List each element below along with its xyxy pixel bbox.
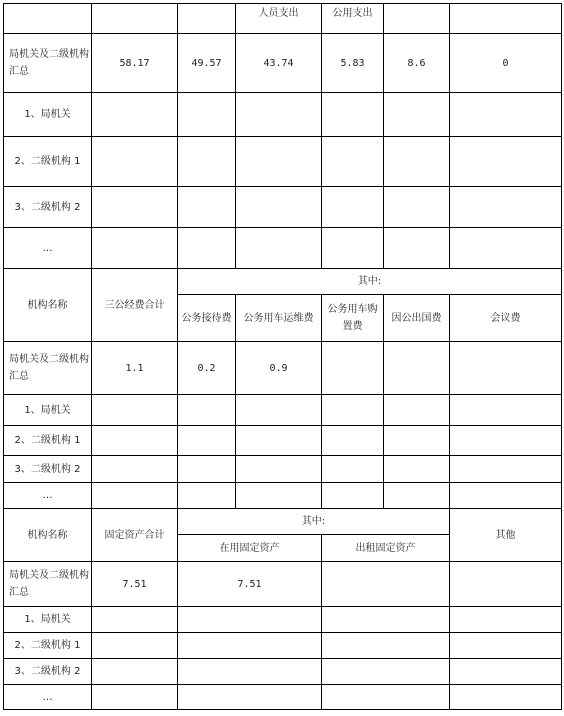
header-overseas-travel: 因公出国费 bbox=[384, 295, 450, 342]
value-cell bbox=[322, 483, 384, 509]
value-cell: 7.51 bbox=[92, 562, 178, 607]
value-cell: 43.74 bbox=[236, 34, 322, 93]
header-among: 其中: bbox=[178, 509, 450, 535]
value-cell bbox=[450, 137, 562, 187]
value-cell bbox=[236, 395, 322, 426]
value-cell bbox=[178, 633, 322, 659]
value-cell: 0.2 bbox=[178, 342, 236, 395]
org-name-cell: 3、二级机构 2 bbox=[4, 187, 92, 228]
table-row bbox=[4, 228, 562, 269]
org-name-cell: 1、局机关 bbox=[4, 395, 92, 426]
value-cell bbox=[178, 93, 236, 137]
value-cell bbox=[450, 483, 562, 509]
value-cell bbox=[384, 483, 450, 509]
org-name-cell: 3、二级机构 2 bbox=[4, 659, 92, 685]
header-cell bbox=[92, 4, 178, 34]
value-cell bbox=[236, 456, 322, 483]
table-row bbox=[4, 34, 562, 93]
value-cell bbox=[178, 426, 236, 456]
value-cell bbox=[384, 342, 450, 395]
org-name-cell: … bbox=[4, 228, 92, 269]
value-cell bbox=[322, 426, 384, 456]
org-name-cell: … bbox=[4, 483, 92, 509]
value-cell: 49.57 bbox=[178, 34, 236, 93]
value-cell bbox=[178, 187, 236, 228]
value-cell bbox=[384, 187, 450, 228]
value-cell bbox=[322, 137, 384, 187]
value-cell bbox=[450, 607, 562, 633]
table-header-row bbox=[4, 4, 562, 34]
value-cell bbox=[322, 633, 450, 659]
value-cell bbox=[384, 137, 450, 187]
value-cell bbox=[92, 426, 178, 456]
value-cell bbox=[92, 633, 178, 659]
value-cell bbox=[236, 93, 322, 137]
value-cell bbox=[178, 137, 236, 187]
three-public-expenses-table bbox=[3, 268, 562, 509]
value-cell bbox=[236, 483, 322, 509]
org-name-cell: 2、二级机构 1 bbox=[4, 426, 92, 456]
value-cell bbox=[450, 93, 562, 137]
table-row bbox=[4, 607, 562, 633]
value-cell: 0.9 bbox=[236, 342, 322, 395]
header-other: 其他 bbox=[450, 509, 562, 562]
org-name-cell: 2、二级机构 1 bbox=[4, 633, 92, 659]
value-cell bbox=[322, 607, 450, 633]
value-cell bbox=[450, 633, 562, 659]
table-row bbox=[4, 483, 562, 509]
value-cell bbox=[322, 93, 384, 137]
value-cell bbox=[178, 456, 236, 483]
org-name-cell: 1、局机关 bbox=[4, 93, 92, 137]
value-cell bbox=[450, 342, 562, 395]
value-cell bbox=[450, 228, 562, 269]
value-cell bbox=[322, 342, 384, 395]
value-cell bbox=[92, 607, 178, 633]
value-cell bbox=[178, 483, 236, 509]
header-cell bbox=[384, 4, 450, 34]
table-row bbox=[4, 685, 562, 710]
value-cell bbox=[322, 456, 384, 483]
table-row bbox=[4, 342, 562, 395]
value-cell bbox=[178, 607, 322, 633]
org-name-cell: 1、局机关 bbox=[4, 607, 92, 633]
value-cell bbox=[92, 456, 178, 483]
value-cell: 0 bbox=[450, 34, 562, 93]
table-row bbox=[4, 395, 562, 426]
table-row bbox=[4, 456, 562, 483]
value-cell bbox=[450, 659, 562, 685]
header-cell bbox=[178, 4, 236, 34]
value-cell: 1.1 bbox=[92, 342, 178, 395]
value-cell bbox=[384, 93, 450, 137]
header-public-expenditure: 公用支出 bbox=[322, 4, 384, 34]
header-personnel-expenditure: 人员支出 bbox=[236, 4, 322, 34]
header-vehicle-maintenance: 公务用车运维费 bbox=[236, 295, 322, 342]
header-cell bbox=[450, 4, 562, 34]
value-cell bbox=[384, 228, 450, 269]
value-cell bbox=[322, 395, 384, 426]
header-cell bbox=[4, 4, 92, 34]
table-row bbox=[4, 137, 562, 187]
table-row bbox=[4, 659, 562, 685]
header-total: 三公经费合计 bbox=[92, 269, 178, 342]
value-cell bbox=[92, 228, 178, 269]
value-cell bbox=[92, 187, 178, 228]
value-cell bbox=[450, 187, 562, 228]
header-total: 固定资产合计 bbox=[92, 509, 178, 562]
table-row bbox=[4, 93, 562, 137]
table-row bbox=[4, 633, 562, 659]
value-cell: 5.83 bbox=[322, 34, 384, 93]
value-cell bbox=[322, 659, 450, 685]
header-org-name: 机构名称 bbox=[4, 269, 92, 342]
value-cell bbox=[450, 426, 562, 456]
value-cell bbox=[92, 395, 178, 426]
value-cell bbox=[236, 228, 322, 269]
fixed-assets-table bbox=[3, 508, 562, 710]
org-name-cell: 局机关及二级机构汇总 bbox=[4, 34, 92, 93]
header-leased-assets: 出租固定资产 bbox=[322, 535, 450, 562]
table-row bbox=[4, 187, 562, 228]
org-name-cell: … bbox=[4, 685, 92, 710]
value-cell bbox=[322, 187, 384, 228]
header-org-name: 机构名称 bbox=[4, 509, 92, 562]
value-cell bbox=[92, 483, 178, 509]
value-cell bbox=[322, 562, 450, 607]
value-cell bbox=[92, 659, 178, 685]
value-cell bbox=[178, 685, 322, 710]
value-cell bbox=[322, 228, 384, 269]
value-cell bbox=[450, 562, 562, 607]
org-name-cell: 局机关及二级机构汇总 bbox=[4, 342, 92, 395]
value-cell bbox=[236, 187, 322, 228]
value-cell bbox=[450, 685, 562, 710]
value-cell bbox=[236, 426, 322, 456]
org-name-cell: 3、二级机构 2 bbox=[4, 456, 92, 483]
org-name-cell: 2、二级机构 1 bbox=[4, 137, 92, 187]
value-cell bbox=[384, 426, 450, 456]
value-cell bbox=[236, 137, 322, 187]
value-cell bbox=[450, 395, 562, 426]
value-cell bbox=[178, 659, 322, 685]
expenditure-table bbox=[3, 3, 562, 269]
table-row bbox=[4, 426, 562, 456]
header-in-use-assets: 在用固定资产 bbox=[178, 535, 322, 562]
value-cell bbox=[322, 685, 450, 710]
value-cell bbox=[92, 137, 178, 187]
value-cell bbox=[384, 456, 450, 483]
value-cell bbox=[450, 456, 562, 483]
value-cell bbox=[178, 395, 236, 426]
value-cell bbox=[92, 685, 178, 710]
header-reception: 公务接待费 bbox=[178, 295, 236, 342]
table-header-row bbox=[4, 509, 562, 535]
value-cell: 58.17 bbox=[92, 34, 178, 93]
value-cell: 8.6 bbox=[384, 34, 450, 93]
header-among: 其中: bbox=[178, 269, 562, 295]
org-name-cell: 局机关及二级机构汇总 bbox=[4, 562, 92, 607]
table-header-row bbox=[4, 269, 562, 295]
header-vehicle-purchase: 公务用车购置费 bbox=[322, 295, 384, 342]
value-cell: 7.51 bbox=[178, 562, 322, 607]
table-row bbox=[4, 562, 562, 607]
value-cell bbox=[178, 228, 236, 269]
value-cell bbox=[92, 93, 178, 137]
value-cell bbox=[384, 395, 450, 426]
header-meeting: 会议费 bbox=[450, 295, 562, 342]
